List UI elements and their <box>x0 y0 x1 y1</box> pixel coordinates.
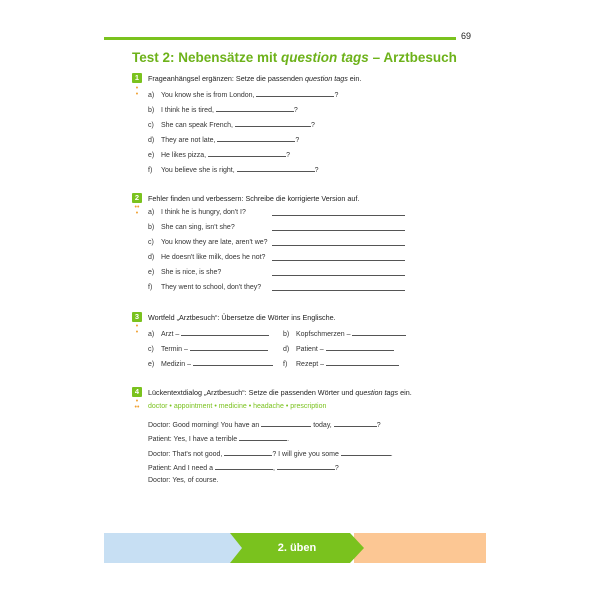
item-letter: d) <box>283 346 290 353</box>
item-letter: c) <box>148 122 154 129</box>
difficulty-icon: • •• <box>134 398 140 411</box>
dialogue-text: Doctor: Yes, of course. <box>148 477 219 484</box>
item-text: You believe she is right, <box>161 167 237 174</box>
exercise-1-item-d <box>148 134 299 144</box>
item-letter: b) <box>148 224 155 231</box>
dialogue-text: Patient: And I need a <box>148 465 215 472</box>
word-bank <box>148 403 326 410</box>
answer-blank[interactable] <box>326 358 399 366</box>
item-letter: b) <box>283 331 290 338</box>
dialogue-text: . <box>287 436 290 443</box>
word-bank-item: medicine <box>218 403 247 410</box>
answer-blank[interactable] <box>208 149 286 157</box>
footer-label: 2. üben <box>277 542 317 554</box>
answer-blank[interactable] <box>326 343 394 351</box>
page-number: 69 <box>461 31 472 41</box>
item-letter: b) <box>148 107 155 114</box>
answer-blank[interactable] <box>215 462 273 470</box>
difficulty-icon: • • <box>135 323 139 336</box>
exercise-1-item-f <box>148 164 319 174</box>
dialogue-text: Patient: Yes, I have a terrible <box>148 436 240 443</box>
item-letter: f) <box>148 284 153 291</box>
item-text: I think he is hungry, don't I? <box>161 209 246 216</box>
dialogue-line-3 <box>148 448 393 458</box>
answer-line[interactable] <box>272 245 405 246</box>
word-separator: • <box>285 403 289 410</box>
item-text: She can sing, isn't she? <box>161 224 235 231</box>
dialogue-line-1 <box>148 419 381 429</box>
top-rule <box>104 37 456 40</box>
answer-blank[interactable] <box>216 104 294 112</box>
title-suffix: – Arztbesuch <box>368 50 457 65</box>
item-text: Rezept – <box>296 361 326 368</box>
exercise-2-number-badge: 2 <box>132 193 142 203</box>
answer-blank[interactable] <box>341 448 391 456</box>
answer-blank[interactable] <box>277 462 335 470</box>
word-bank-item: doctor <box>148 403 168 410</box>
dialogue-line-2 <box>148 433 289 443</box>
exercise-1-item-b <box>148 104 298 114</box>
item-text: She is nice, is she? <box>161 269 222 276</box>
answer-line[interactable] <box>272 290 405 291</box>
item-text: Medizin – <box>161 361 193 368</box>
answer-blank[interactable] <box>239 433 290 443</box>
item-letter: d) <box>148 254 155 261</box>
page-title <box>132 50 457 65</box>
instruction-text: Frageanhängsel ergänzen: Setze die passenden <box>148 74 306 83</box>
exercise-4-number-badge: 4 <box>132 387 142 397</box>
answer-blank[interactable] <box>224 448 272 456</box>
exercise-3-item-b <box>283 328 406 338</box>
answer-line[interactable] <box>272 230 405 231</box>
item-letter: f) <box>283 361 288 368</box>
item-text: He doesn't like milk, does he not? <box>161 254 266 261</box>
answer-blank[interactable] <box>334 419 377 427</box>
item-letter: d) <box>148 137 155 144</box>
item-letter: e) <box>148 152 155 159</box>
title-italic: question tags <box>281 50 369 65</box>
word-bank-item: prescription <box>290 403 327 410</box>
item-end: ? <box>334 92 339 99</box>
item-end: ? <box>314 167 319 174</box>
dialogue-text: , <box>272 465 277 472</box>
item-letter: a) <box>148 92 155 99</box>
word-bank-item: appointment <box>173 403 213 410</box>
answer-blank[interactable] <box>193 358 273 366</box>
difficulty-icon: •• • <box>134 204 140 217</box>
exercise-2-item-f <box>148 284 261 291</box>
exercise-1-instruction <box>148 74 361 83</box>
answer-line[interactable] <box>272 275 405 276</box>
dialogue-text: ? <box>334 465 339 472</box>
footer-band <box>104 533 486 563</box>
answer-blank[interactable] <box>181 328 269 336</box>
item-letter: a) <box>148 331 155 338</box>
dialogue-text: Doctor: That's not good, <box>148 451 225 458</box>
word-separator: • <box>248 403 252 410</box>
instruction-italic: question tags <box>355 388 399 397</box>
item-letter: f) <box>148 167 153 174</box>
item-letter: a) <box>148 209 155 216</box>
dialogue-line-4 <box>148 462 339 472</box>
exercise-3-number-badge: 3 <box>132 312 142 322</box>
exercise-2-item-b <box>148 224 235 231</box>
exercise-1-item-c <box>148 119 315 129</box>
item-text: They are not late, <box>161 137 218 144</box>
exercise-3-item-e <box>148 358 273 368</box>
exercise-2-item-c <box>148 239 268 246</box>
answer-line[interactable] <box>272 215 405 216</box>
item-text: She can speak French, <box>161 122 235 129</box>
dialogue-text: ? I will give you some <box>272 451 341 458</box>
footer-left-segment <box>104 533 244 563</box>
answer-line[interactable] <box>272 260 405 261</box>
exercise-2-item-d <box>148 254 265 261</box>
title-prefix: Test 2: Nebensätze mit <box>132 50 282 65</box>
word-bank-item: headache <box>253 403 284 410</box>
item-text: I think he is tired, <box>161 107 216 114</box>
answer-blank[interactable] <box>237 164 315 172</box>
exercise-2-instruction: Fehler finden und verbessern: Schreibe die korrigierte Version auf. <box>148 194 360 203</box>
item-text: You know she is from London, <box>161 92 257 99</box>
item-end: ? <box>293 107 298 114</box>
item-text: He likes pizza, <box>161 152 209 159</box>
exercise-3-item-f <box>283 358 399 368</box>
answer-blank[interactable] <box>190 343 268 351</box>
dialogue-text: today, <box>311 422 334 429</box>
item-text: Arzt – <box>161 331 182 338</box>
answer-blank[interactable] <box>256 89 334 97</box>
instruction-italic: question tags <box>305 74 348 83</box>
exercise-4-instruction <box>148 388 412 397</box>
item-end: ? <box>295 137 300 144</box>
dialogue-line-5 <box>148 477 218 484</box>
item-end: ? <box>310 122 315 129</box>
item-text: Termin – <box>161 346 190 353</box>
instruction-text: ein. <box>398 388 412 397</box>
item-letter: e) <box>148 361 155 368</box>
footer-right-segment <box>354 533 486 563</box>
answer-blank[interactable] <box>217 134 295 142</box>
answer-blank[interactable] <box>352 328 406 336</box>
footer-arrow <box>230 533 364 563</box>
item-letter: c) <box>148 346 154 353</box>
dialogue-text: ? <box>376 422 381 429</box>
exercise-3-item-a <box>148 328 269 338</box>
difficulty-icon: • • <box>135 85 139 98</box>
answer-blank[interactable] <box>235 119 311 127</box>
item-text: Kopfschmerzen – <box>296 331 353 338</box>
exercise-1-number-badge: 1 <box>132 73 142 83</box>
item-letter: c) <box>148 239 154 246</box>
exercise-3-item-c <box>148 343 268 353</box>
word-separator: • <box>214 403 217 410</box>
dialogue-text: . <box>390 451 393 458</box>
item-end: ? <box>286 152 290 159</box>
item-text: Patient – <box>296 346 326 353</box>
word-separator: • <box>169 403 172 410</box>
instruction-text: Lückentextdialog „Arztbesuch“: Setze die passenden Wörter und <box>148 388 356 397</box>
item-text: You know they are late, aren't we? <box>161 239 268 246</box>
item-letter: e) <box>148 269 155 276</box>
answer-blank[interactable] <box>261 419 311 427</box>
exercise-1-item-a <box>148 89 338 99</box>
exercise-1-item-e <box>148 149 290 159</box>
item-text: They went to school, don't they? <box>161 284 262 291</box>
exercise-2-item-a <box>148 209 246 216</box>
exercise-3-instruction: Wortfeld „Arztbesuch“: Übersetze die Wörter ins Englische. <box>148 313 336 322</box>
dialogue-text: Doctor: Good morning! You have an <box>148 422 262 429</box>
exercise-3-item-d <box>283 343 394 353</box>
instruction-text: ein. <box>347 74 362 83</box>
exercise-2-item-e <box>148 269 221 276</box>
